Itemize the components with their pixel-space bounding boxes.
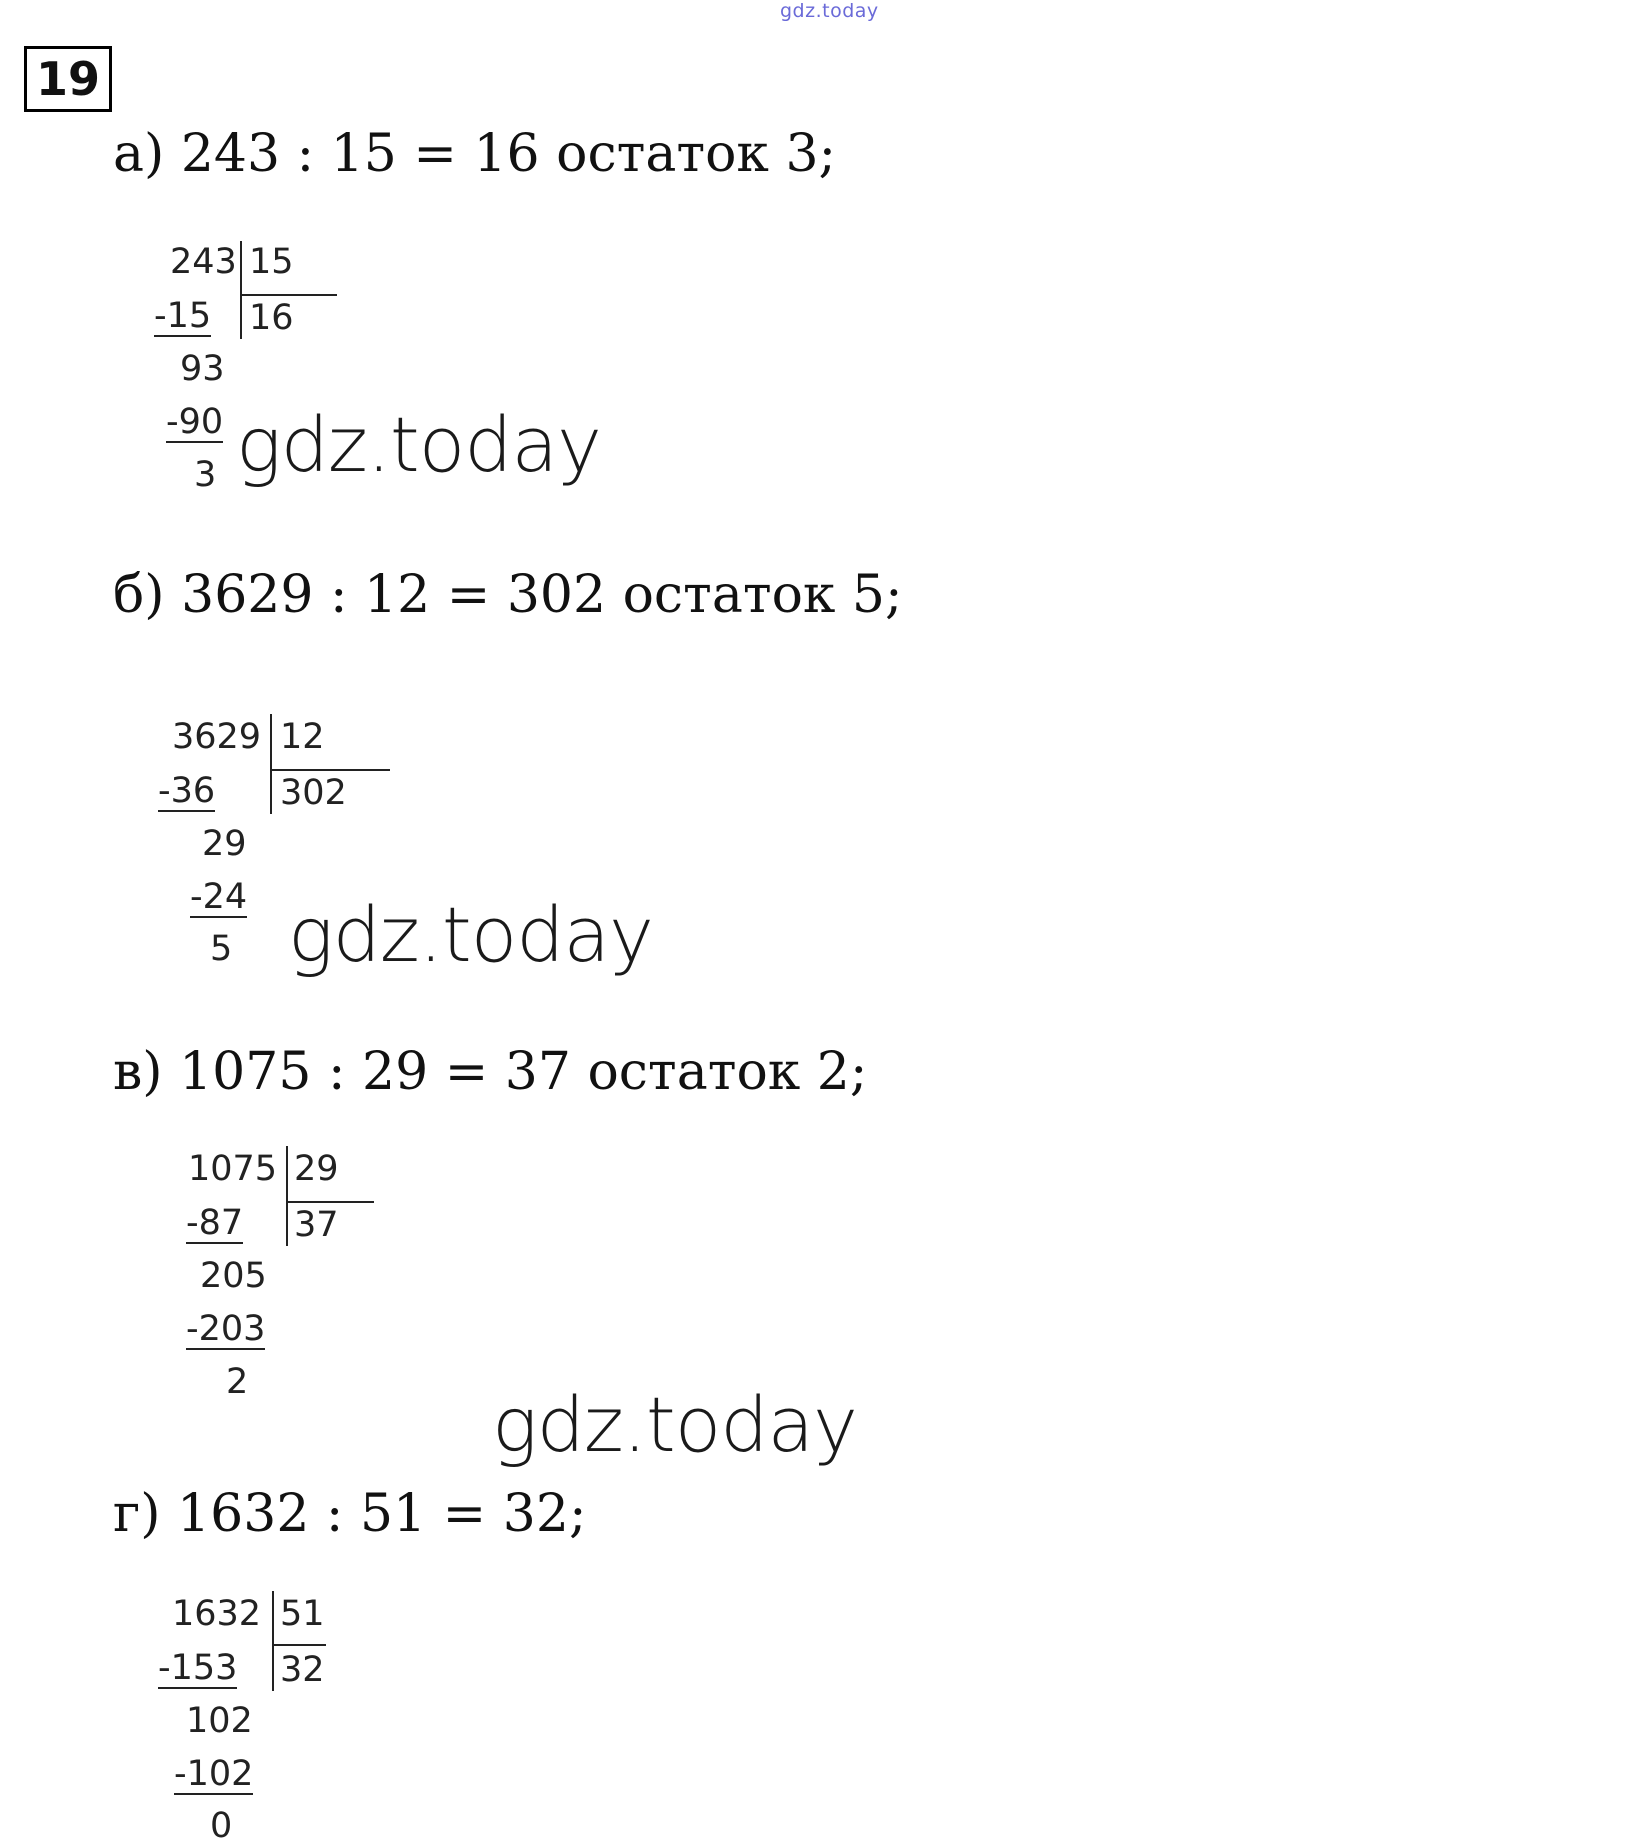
divisor: 12 bbox=[280, 717, 325, 757]
dividend: 1075 bbox=[188, 1149, 278, 1189]
top-watermark: gdz.today bbox=[780, 0, 879, 22]
quotient: 32 bbox=[280, 1650, 325, 1690]
equation-b: б) 3629 : 12 = 302 остаток 5; bbox=[113, 565, 903, 625]
subtrahend-2: -24 bbox=[190, 877, 248, 917]
dividend: 3629 bbox=[172, 717, 262, 757]
partial-remainder: 102 bbox=[186, 1701, 253, 1741]
dividend: 243 bbox=[170, 242, 237, 282]
watermark-b: gdz.today bbox=[288, 890, 653, 979]
subtrahend-1: -15 bbox=[154, 296, 212, 336]
equation-c: в) 1075 : 29 = 37 остаток 2; bbox=[113, 1042, 868, 1102]
remainder: 2 bbox=[226, 1362, 249, 1402]
subtrahend-2: -90 bbox=[166, 402, 224, 442]
division-vertical-line bbox=[286, 1146, 288, 1246]
divisor: 51 bbox=[280, 1594, 325, 1634]
partial-remainder: 205 bbox=[200, 1256, 267, 1296]
divisor: 15 bbox=[249, 242, 294, 282]
division-horizontal-line bbox=[274, 1644, 326, 1646]
remainder: 0 bbox=[210, 1806, 233, 1846]
quotient: 16 bbox=[249, 298, 294, 338]
task-number: 19 bbox=[24, 46, 112, 112]
watermark-a: gdz.today bbox=[236, 400, 601, 489]
remainder: 3 bbox=[194, 455, 217, 495]
subtrahend-2: -102 bbox=[174, 1754, 254, 1794]
remainder: 5 bbox=[210, 929, 233, 969]
quotient: 302 bbox=[280, 773, 347, 813]
division-vertical-line bbox=[272, 1591, 274, 1691]
partial-remainder: 93 bbox=[180, 349, 225, 389]
dividend: 1632 bbox=[172, 1594, 262, 1634]
division-vertical-line bbox=[240, 241, 242, 339]
division-horizontal-line bbox=[242, 294, 337, 296]
division-vertical-line bbox=[270, 714, 272, 814]
subtrahend-2: -203 bbox=[186, 1309, 266, 1349]
subtrahend-1: -36 bbox=[158, 771, 216, 811]
division-horizontal-line bbox=[272, 769, 390, 771]
watermark-c: gdz.today bbox=[492, 1380, 857, 1469]
division-horizontal-line bbox=[288, 1201, 374, 1203]
equation-a: а) 243 : 15 = 16 остаток 3; bbox=[113, 124, 837, 184]
equation-d: г) 1632 : 51 = 32; bbox=[113, 1484, 587, 1544]
subtrahend-1: -87 bbox=[186, 1203, 244, 1243]
partial-remainder: 29 bbox=[202, 824, 247, 864]
subtrahend-1: -153 bbox=[158, 1648, 238, 1688]
quotient: 37 bbox=[294, 1205, 339, 1245]
divisor: 29 bbox=[294, 1149, 339, 1189]
